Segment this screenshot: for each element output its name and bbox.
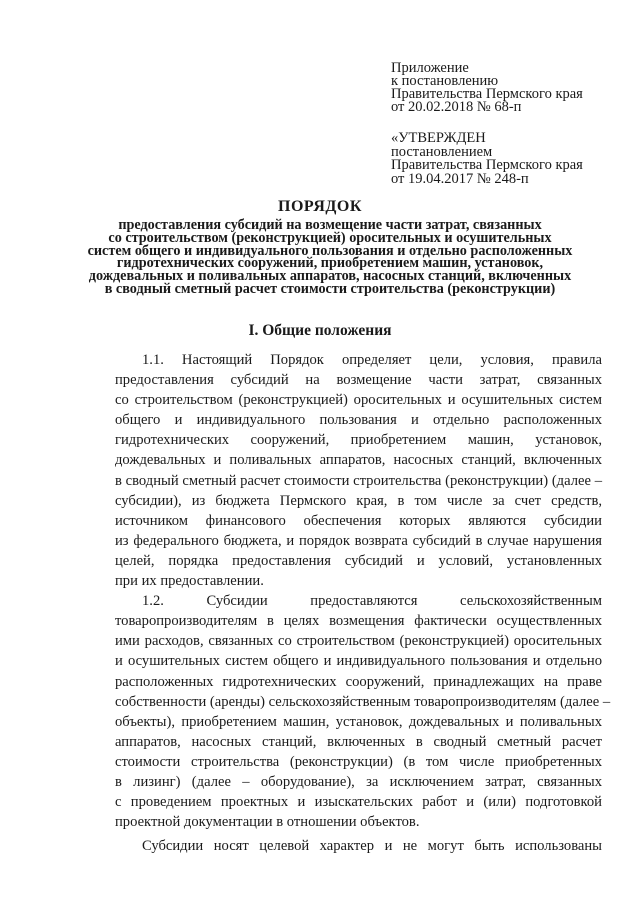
subtitle-line: в сводный сметный расчет стоимости строительства (реконструкции) bbox=[104, 280, 556, 297]
paragraph-line: Субсидии носят целевой характер и не могут быть использованы bbox=[142, 838, 602, 855]
paragraph-line: при их предоставлении. bbox=[115, 573, 264, 590]
appendix-line: от 20.02.2018 № 68-п bbox=[391, 99, 522, 115]
approval-line: «УТВЕРЖДЕН bbox=[391, 130, 486, 146]
paragraph-line: расположенных гидротехнических сооружений, принадлежащих на праве bbox=[115, 673, 602, 690]
approval-line: Правительства Пермского края bbox=[391, 157, 583, 173]
subtitle-line: предоставления субсидий на возмещение части затрат, связанных bbox=[118, 217, 542, 233]
paragraph-line: субсидии), из бюджета Пермского края, в том числе за счет средств, bbox=[115, 492, 602, 509]
paragraph-line: со строительством (реконструкцией) оросительных и осушительных систем bbox=[115, 392, 602, 409]
paragraph-line: дождевальных и поливальных аппаратов, насосных станций, включенных bbox=[115, 452, 602, 469]
paragraph-line: общего и индивидуального пользования и отдельно расположенных bbox=[115, 412, 602, 429]
paragraph-line: целей, порядка предоставления субсидий и условий, установленных bbox=[115, 552, 602, 569]
paragraph-line: 1.2. Субсидии предоставляются сельскохозяйственным bbox=[142, 593, 602, 610]
document-body bbox=[115, 350, 611, 856]
appendix-line: к постановлению bbox=[391, 73, 499, 89]
paragraph-line: и осушительных систем общего и индивидуального пользования и отдельно bbox=[115, 653, 602, 670]
paragraph-line: с проведением проектных и изыскательских работ и (или) подготовкой bbox=[115, 794, 602, 811]
paragraph-1-2 bbox=[115, 591, 611, 832]
paragraph-line: стоимости строительства (реконструкции) (в том числе приобретенных bbox=[115, 753, 602, 770]
paragraph-line: источником финансового обеспечения которых являются субсидии bbox=[115, 512, 602, 529]
section-heading: I. Общие положения bbox=[248, 322, 392, 339]
paragraph-line: в сводный сметный расчет стоимости строительства (реконструкции) (далее – bbox=[115, 472, 602, 489]
paragraph-1-1 bbox=[115, 350, 602, 591]
paragraph-line: аппаратов, насосных станций, включенных в сводный сметный расчет bbox=[115, 733, 602, 750]
paragraph-line: 1.1. Настоящий Порядок определяет цели, условия, правила bbox=[142, 352, 602, 368]
paragraph-line: проектной документации в отношении объектов. bbox=[115, 814, 420, 831]
paragraph-line: товаропроизводителям в целях возмещения фактически осуществленных bbox=[115, 613, 602, 630]
paragraph-line: объекты), приобретением машин, установок, дождевальных и поливальных bbox=[115, 713, 602, 730]
subtitle-line: гидротехнических сооружений, приобретением машин, установок, bbox=[116, 255, 544, 272]
appendix-block bbox=[391, 62, 621, 114]
appendix-line: Приложение bbox=[391, 60, 469, 76]
document-subtitle bbox=[60, 219, 600, 296]
approval-line: от 19.04.2017 № 248-п bbox=[391, 170, 529, 187]
paragraph-3 bbox=[115, 836, 602, 856]
appendix-line: Правительства Пермского края bbox=[391, 86, 583, 102]
paragraph-line: в лизинг) (далее – оборудование), за исключением затрат, связанных bbox=[115, 773, 602, 790]
document-title: ПОРЯДОК bbox=[278, 198, 362, 215]
subtitle-line: дождевальных и поливальных аппаратов, насосных станций, включенных bbox=[88, 268, 572, 285]
subtitle-line: со строительством (реконструкцией) оросительных и осушительных bbox=[108, 229, 552, 246]
approval-line: постановлением bbox=[391, 143, 493, 160]
paragraph-line: из федерального бюджета, и порядок возврата субсидий в случае нарушения bbox=[115, 532, 602, 549]
subtitle-line: систем общего и индивидуального пользования и отдельно расположенных bbox=[87, 242, 573, 259]
paragraph-line: ими расходов, связанных со строительством (реконструкцией) оросительных bbox=[115, 633, 602, 650]
approval-block bbox=[391, 132, 621, 186]
paragraph-line: гидротехнических сооружений, приобретением машин, установок, bbox=[115, 432, 602, 449]
paragraph-line: собственности (аренды) сельскохозяйственным товаропроизводителям (далее – bbox=[115, 693, 611, 710]
paragraph-line: предоставления субсидий на возмещение части затрат, связанных bbox=[115, 372, 602, 389]
